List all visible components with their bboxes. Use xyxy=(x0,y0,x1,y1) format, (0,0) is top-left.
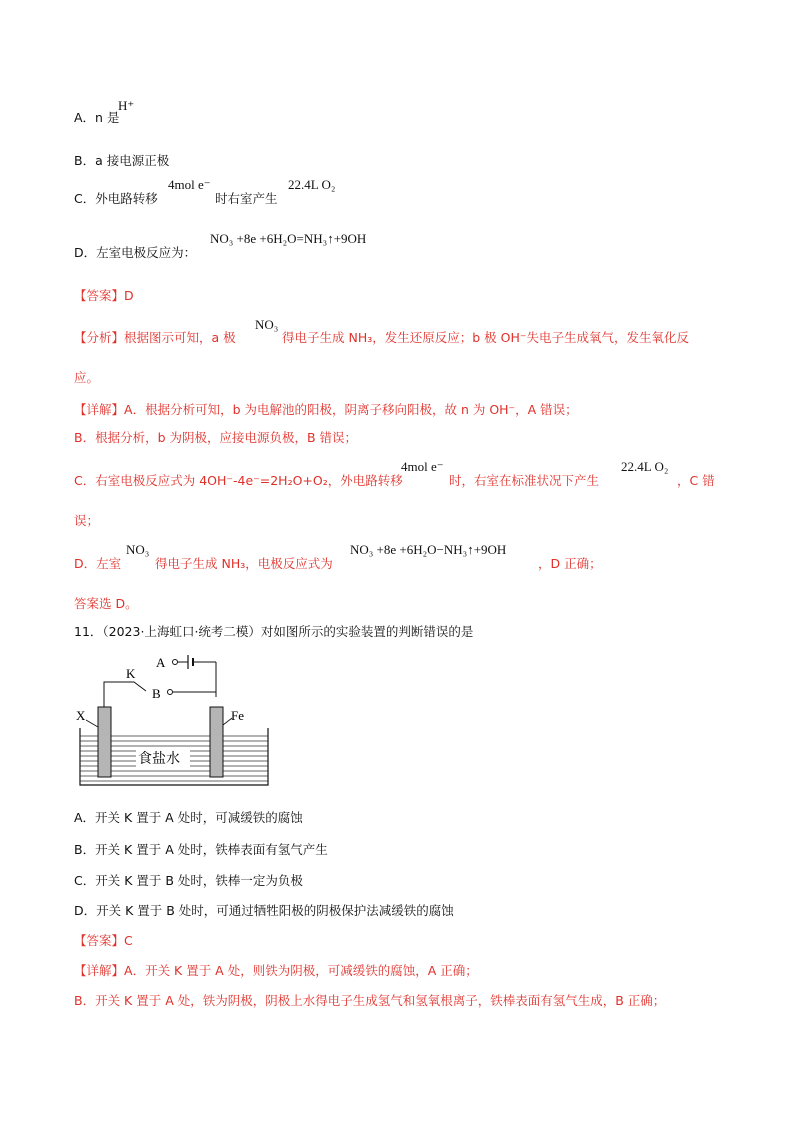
q10-option-c xyxy=(74,191,158,207)
q11-option-c: C．开关 K 置于 B 处时，铁棒一定为负极 xyxy=(74,873,303,888)
q11-detail-b: B．开关 K 置于 A 处，铁为阴极，阴极上水得电子生成氢气和氢氧根离子，铁棒表面有氢气生成，B 正确； xyxy=(74,993,666,1008)
q11-option-d: D．开关 K 置于 B 处时，可通过牺牲阳极的阴极保护法减缓铁的腐蚀 xyxy=(74,903,454,918)
formula-22-4l-o2: 22.4L O₂ xyxy=(288,177,336,192)
q10-detail-d-mid: 得电子生成 NH₃，电极反应式为 xyxy=(155,556,333,571)
formula-4mol-e: 4mol e⁻ xyxy=(168,177,211,192)
detail-text: A．开关 K 置于 A 处，则铁为阴极，可减缓铁的腐蚀，A 正确； xyxy=(124,963,478,978)
q10-option-d: D．左室电极反应为： xyxy=(74,245,197,260)
q11-answer xyxy=(74,933,133,949)
option-text: A．n 是 xyxy=(74,110,120,125)
apparatus-diagram xyxy=(76,650,276,790)
q10-detail-d-post: ，D 正确； xyxy=(538,556,602,571)
q10-analysis xyxy=(74,330,236,346)
analysis-text: 根据图示可知，a 极 xyxy=(124,330,236,345)
q11-stem: 11．（2023·上海虹口·统考二模）对如图所示的实验装置的判断错误的是 xyxy=(74,624,474,639)
answer-label: 【答案】 xyxy=(74,933,125,948)
q10-option-c-mid: 时右室产生 xyxy=(215,191,278,206)
detail-text: A．根据分析可知，b 为电解池的阳极，阴离子移向阳极，故 n 为 OH⁻，A 错误； xyxy=(124,402,578,417)
label-a: A xyxy=(156,655,166,670)
q10-detail-c-mid: 时，右室在标准状况下产生 xyxy=(449,473,600,488)
electrode-fe xyxy=(210,707,223,777)
q10-detail-c-post: ，C 错 xyxy=(677,473,715,488)
label-solution: 食盐水 xyxy=(138,751,180,767)
q10-detail-c: C．右室电极反应式为 4OH⁻-4e⁻=2H₂O+O₂，外电路转移 xyxy=(74,473,403,488)
q11-option-b: B．开关 K 置于 A 处时，铁棒表面有氢气产生 xyxy=(74,842,328,857)
label-fe: Fe xyxy=(231,708,244,723)
formula-h-plus: H⁺ xyxy=(118,98,135,113)
terminal-b xyxy=(168,690,173,695)
formula-4mol-e-detail: 4mol e⁻ xyxy=(401,459,444,474)
q10-analysis-post: 得电子生成 NH₃，发生还原反应；b 极 OH⁻失电子生成氧气，发生氧化反 xyxy=(282,330,689,345)
battery-icon xyxy=(188,655,193,669)
detail-label: 【详解】 xyxy=(74,963,125,978)
analysis-label: 【分析】 xyxy=(74,330,125,345)
electrode-x xyxy=(98,707,111,777)
answer-value: C xyxy=(124,933,133,948)
label-k: K xyxy=(126,666,136,681)
q10-option-b: B．a 接电源正极 xyxy=(74,153,170,168)
formula-no3-detail: NO₃ xyxy=(126,542,150,557)
answer-label: 【答案】 xyxy=(74,288,125,303)
q10-detail-d: D．左室 xyxy=(74,556,122,571)
formula-left-electrode: NO₃ +8e +6H₂O=NH₃↑+9OH xyxy=(210,231,367,246)
q11-option-a: A．开关 K 置于 A 处时，可减缓铁的腐蚀 xyxy=(74,810,303,825)
label-x: X xyxy=(76,708,86,723)
formula-electrode-detail: NO₃ +8e +6H₂O−NH₃↑+9OH xyxy=(350,542,507,557)
q10-detail-a xyxy=(74,402,578,418)
detail-label: 【详解】 xyxy=(74,402,125,417)
q10-detail-c-cont: 误； xyxy=(74,513,100,528)
answer-value: D xyxy=(124,288,134,303)
formula-no3: NO₃ xyxy=(255,317,279,332)
terminal-a xyxy=(173,660,178,665)
q10-analysis-cont: 应。 xyxy=(74,370,100,385)
q10-conclusion: 答案选 D。 xyxy=(74,596,138,611)
formula-22-4l-o2-detail: 22.4L O₂ xyxy=(621,459,669,474)
q10-detail-b: B．根据分析，b 为阴极，应接电源负极，B 错误； xyxy=(74,430,358,445)
q11-detail-a xyxy=(74,963,478,979)
label-b: B xyxy=(152,686,161,701)
option-text: C．外电路转移 xyxy=(74,191,158,206)
q10-option-a xyxy=(74,110,119,126)
q10-answer xyxy=(74,288,134,304)
